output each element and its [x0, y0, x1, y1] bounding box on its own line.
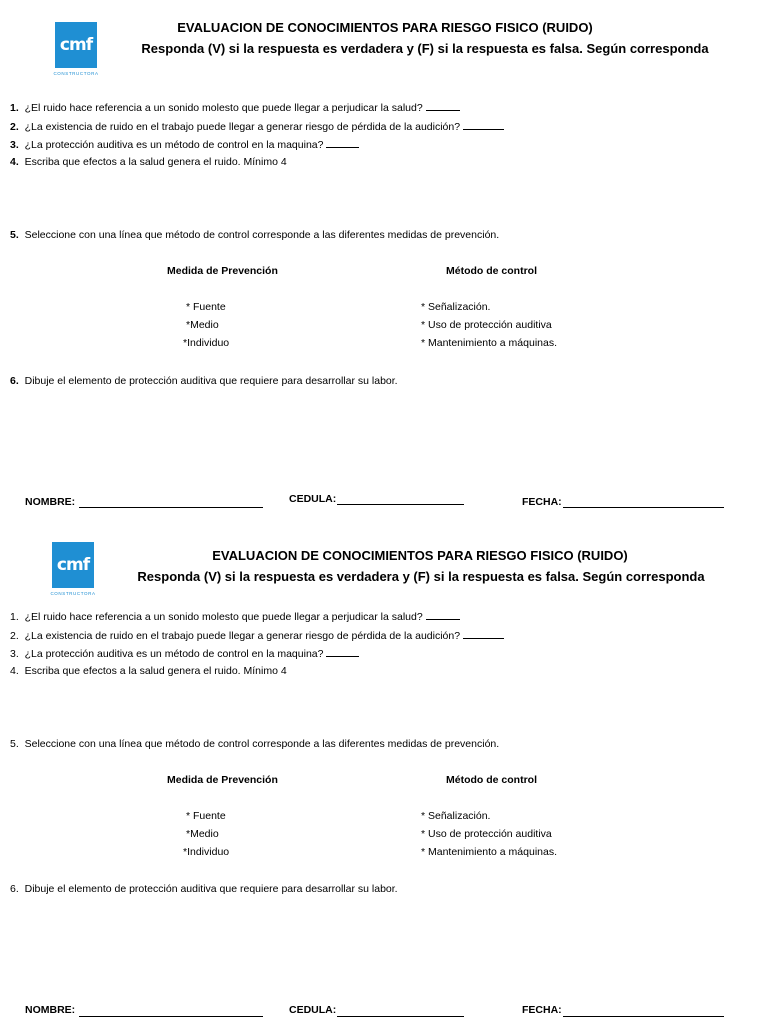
date-field[interactable] — [563, 1016, 724, 1017]
question-3 — [10, 647, 359, 660]
question-3 — [10, 138, 359, 151]
id-label: CEDULA: — [289, 1004, 337, 1016]
question-text: Escriba que efectos a la salud genera el ruido. Mínimo 4 — [24, 156, 287, 168]
question-number: 2. — [10, 121, 19, 133]
id-field[interactable] — [337, 504, 464, 505]
prevention-item[interactable]: *Medio — [186, 828, 219, 840]
question-text: ¿El ruido hace referencia a un sonido molesto que puede llegar a perjudicar la salud? — [24, 611, 423, 623]
name-field[interactable] — [79, 507, 263, 508]
question-text: ¿La existencia de ruido en el trabajo puede llegar a generar riesgo de pérdida de la audición? — [24, 121, 461, 133]
question-number: 1. — [10, 611, 19, 623]
question-number: 2. — [10, 630, 19, 642]
question-number: 4. — [10, 665, 19, 677]
cmf-logo — [55, 22, 97, 68]
question-number: 5. — [10, 738, 19, 750]
logo-text: cmf — [59, 35, 93, 55]
question-text: ¿La existencia de ruido en el trabajo puede llegar a generar riesgo de pérdida de la audición? — [24, 630, 461, 642]
control-item[interactable]: * Mantenimiento a máquinas. — [421, 846, 557, 858]
question-1 — [10, 610, 460, 623]
control-header: Método de control — [446, 774, 537, 786]
question-5 — [10, 738, 499, 750]
answer-blank[interactable] — [326, 138, 359, 148]
logo-text: cmf — [56, 555, 90, 575]
prevention-header: Medida de Prevención — [167, 774, 278, 786]
control-item[interactable]: * Mantenimiento a máquinas. — [421, 337, 557, 349]
question-text: Seleccione con una línea que método de control corresponde a las diferentes medidas de prevención. — [24, 738, 500, 750]
page-title: EVALUACION DE CONOCIMIENTOS PARA RIESGO FISICO (RUIDO) — [177, 20, 593, 35]
answer-blank[interactable] — [426, 101, 460, 111]
question-number: 6. — [10, 375, 19, 387]
question-text: Dibuje el elemento de protección auditiva que requiere para desarrollar su labor. — [24, 375, 398, 387]
question-1 — [10, 101, 460, 114]
prevention-item[interactable]: *Individuo — [183, 846, 230, 858]
answer-blank[interactable] — [426, 610, 460, 620]
control-item[interactable]: * Uso de protección auditiva — [421, 319, 552, 331]
prevention-item[interactable]: * Fuente — [186, 810, 226, 822]
question-number: 3. — [10, 139, 19, 151]
question-text: Seleccione con una línea que método de control corresponde a las diferentes medidas de prevención. — [24, 229, 500, 241]
date-field[interactable] — [563, 507, 724, 508]
name-label: NOMBRE: — [25, 496, 76, 508]
cmf-logo — [52, 542, 94, 588]
prevention-header: Medida de Prevención — [167, 265, 278, 277]
prevention-item[interactable]: *Individuo — [183, 337, 230, 349]
date-label: FECHA: — [522, 1004, 562, 1016]
question-number: 4. — [10, 156, 19, 168]
question-5 — [10, 229, 499, 241]
question-text: Escriba que efectos a la salud genera el ruido. Mínimo 4 — [24, 665, 287, 677]
question-number: 3. — [10, 648, 19, 660]
question-number: 1. — [10, 102, 19, 114]
prevention-item[interactable]: *Medio — [186, 319, 219, 331]
question-4 — [10, 665, 287, 677]
control-item[interactable]: * Señalización. — [421, 810, 491, 822]
question-text: ¿El ruido hace referencia a un sonido molesto que puede llegar a perjudicar la salud? — [24, 102, 423, 114]
answer-blank[interactable] — [326, 647, 359, 657]
question-text: ¿La protección auditiva es un método de control en la maquina? — [24, 648, 324, 660]
page-title: EVALUACION DE CONOCIMIENTOS PARA RIESGO FISICO (RUIDO) — [212, 548, 628, 563]
name-label: NOMBRE: — [25, 1004, 76, 1016]
question-6 — [10, 375, 398, 387]
question-4 — [10, 156, 287, 168]
id-field[interactable] — [337, 1016, 464, 1017]
name-field[interactable] — [79, 1016, 263, 1017]
date-label: FECHA: — [522, 496, 562, 508]
answer-blank[interactable] — [463, 120, 504, 130]
prevention-item[interactable]: * Fuente — [186, 301, 226, 313]
question-number: 6. — [10, 883, 19, 895]
control-header: Método de control — [446, 265, 537, 277]
control-item[interactable]: * Uso de protección auditiva — [421, 828, 552, 840]
page-subtitle: Responda (V) si la respuesta es verdadera y (F) si la respuesta es falsa. Según corresponda — [137, 569, 705, 584]
logo-subtext: CONSTRUCTORA — [53, 71, 99, 76]
question-2 — [10, 120, 504, 133]
question-text: ¿La protección auditiva es un método de control en la maquina? — [24, 139, 324, 151]
question-6 — [10, 883, 398, 895]
id-label: CEDULA: — [289, 493, 337, 505]
control-item[interactable]: * Señalización. — [421, 301, 491, 313]
page-subtitle: Responda (V) si la respuesta es verdadera y (F) si la respuesta es falsa. Según corresponda — [141, 41, 709, 56]
answer-blank[interactable] — [463, 629, 504, 639]
question-text: Dibuje el elemento de protección auditiva que requiere para desarrollar su labor. — [24, 883, 398, 895]
logo-subtext: CONSTRUCTORA — [50, 591, 96, 596]
question-number: 5. — [10, 229, 19, 241]
question-2 — [10, 629, 504, 642]
